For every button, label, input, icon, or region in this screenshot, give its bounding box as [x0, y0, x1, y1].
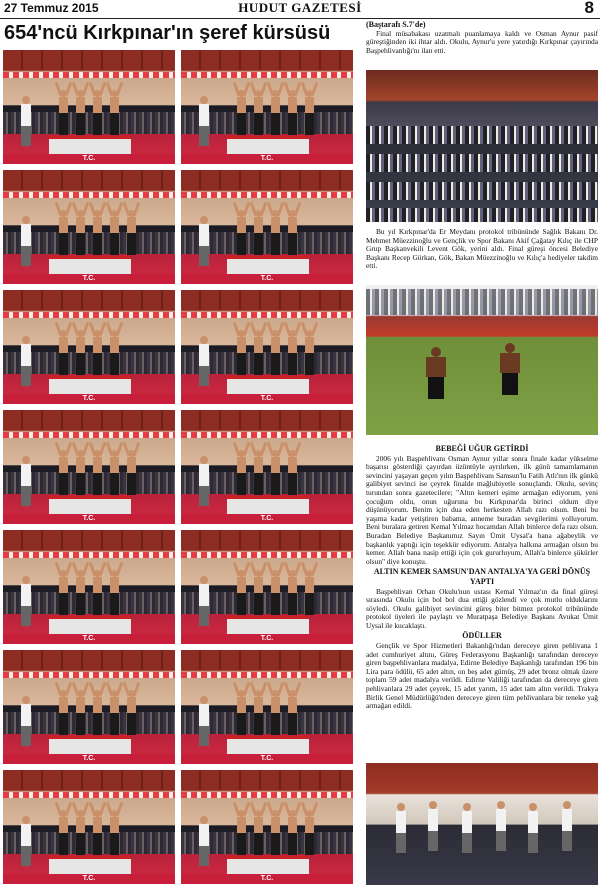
official-figure	[21, 216, 31, 266]
wrestler-figure	[76, 210, 85, 256]
wrestler-figure	[127, 690, 136, 736]
section-title-bebegi: BEBEĞİ UĞUR GETİRDİ	[435, 444, 529, 453]
official-figure	[199, 576, 209, 626]
wrestler-figure	[254, 330, 263, 376]
wrestler-figure	[110, 450, 119, 496]
podium-photo	[181, 410, 353, 524]
podium-photo	[3, 410, 175, 524]
wrestler-figure	[237, 90, 246, 136]
wrestler-figure	[127, 210, 136, 256]
podium-photo	[181, 50, 353, 164]
podium-photo	[181, 290, 353, 404]
wrestler-figure	[93, 90, 102, 136]
wrestler-figure	[305, 570, 314, 616]
wrestler-figure	[254, 810, 263, 856]
wrestler-figure	[288, 210, 297, 256]
wrestler-figure	[237, 690, 246, 736]
wrestler-figure	[59, 330, 68, 376]
section-text-oduller: Gençlik ve Spor Hizmetleri Bakanlığı'ndan dereceye giren pehlivana 1 adet cumhuriyet altını, Güreş Federasyonu Başkanlığı tarafından dereceye giren başpehlivanlara madalya, Edirne Belediye Başkanlığı tarafından 196 bin Lira para ödülü, 65 adet altın, on beş adet gümüş, 29 adet bronz olmak üzere toplam 59 adet madalya verildi. Edirne Valiliği tarafından da dereceye giren pehlivanlara 29 adet çeyrek, 15 adet yarım, 15 adet tam altın verildi. Trakya Birlik Genel Müdürlüğü'nden dereceye giren tüm pehlivanlara bir teneke yağ armağan edildi.	[366, 641, 598, 711]
wrestler-figure	[59, 210, 68, 256]
podium-banner: T.C.	[3, 754, 175, 764]
official-figure	[199, 696, 209, 746]
podium-photo	[181, 770, 353, 884]
wrestler-figure	[237, 570, 246, 616]
official-figure	[199, 336, 209, 386]
protocol-text-block	[366, 228, 598, 271]
podium-banner: T.C.	[181, 274, 353, 284]
official-figure	[21, 576, 31, 626]
wrestler-figure	[271, 570, 280, 616]
podium-photo	[181, 530, 353, 644]
official-figure	[21, 816, 31, 866]
podium-banner: T.C.	[181, 394, 353, 404]
wrestler-figure	[110, 210, 119, 256]
wrestler-figure	[288, 90, 297, 136]
podium-banner: T.C.	[181, 754, 353, 764]
podium-banner: T.C.	[181, 154, 353, 164]
official-figure	[21, 456, 31, 506]
section-title-oduller: ÖDÜLLER	[462, 631, 502, 641]
wrestler-figure	[110, 90, 119, 136]
wrestler-figure	[93, 330, 102, 376]
protocol-tribune-photo	[366, 70, 598, 222]
continuation-ref: (Baştarafı S.7'de)	[366, 20, 426, 29]
wrestler-figure	[110, 330, 119, 376]
wrestler-figure	[288, 570, 297, 616]
wrestler-figure	[271, 450, 280, 496]
wrestler-figure	[93, 210, 102, 256]
podium-photo	[181, 650, 353, 764]
wrestler-figure	[59, 570, 68, 616]
podium-photo	[3, 770, 175, 884]
wrestler-figure	[59, 810, 68, 856]
official-figure	[199, 96, 209, 146]
wrestler-figure	[59, 90, 68, 136]
wrestler-figure	[93, 810, 102, 856]
issue-date: 27 Temmuz 2015	[4, 1, 99, 15]
podium-banner: T.C.	[181, 634, 353, 644]
official-figure	[199, 816, 209, 866]
article-column	[366, 21, 598, 55]
podium-photo	[3, 290, 175, 404]
wrestler-figure	[254, 690, 263, 736]
section-text-bebegi: 2006 yılı Başpehlivanı Osman Aynur yıllar sonra finale kadar yükselme başarısı gösterdiği çayırdan üzüntüyle ayrılırken, ilk günü tamamlamanın sevincini yaşayan geçen yılın Başpehlivanı Samsun'lu Fatih Atlı'nın ilk günkü galibiyet sevinci ise çeyrek finalde mağlubiyetle sonuçlandı. Okulu, sevinç turundan sonra gazetecilere; "Altın kemeri eşime armağan ediyorum, yeni çocuğum oldu, onun uğuruna bu Kırkpınar'da birinci oldum diye düşünüyorum. Benim için dua eden herkesten Allah razı olsun. Beni bu yaşıma kadar yetiştiren babama, annemе buradan sevgilerimi yolluyorum. Beni buralara getiren Kemal Yılmaz hocamdan Allah binlerce defa razı olsun. Buradan Belediye Başkanımız Sayın Ümit Uysal'a bana ağabeylik ve başkanlık yaptığı için teşekkür ediyorum. Antalya halkına armağan olsun bu kemer. Allah bana nasip ettiği için çok gururluyum, Allah'a binlerce şükürler olsun" diye konuştu.	[366, 453, 598, 566]
article-body	[366, 443, 598, 711]
wrestler-figure	[237, 450, 246, 496]
wrestler-figure	[237, 330, 246, 376]
podium-banner: T.C.	[3, 874, 175, 884]
official-figure	[199, 216, 209, 266]
podium-banner: T.C.	[3, 154, 175, 164]
wrestler-figure	[271, 90, 280, 136]
wrestler-figure	[288, 810, 297, 856]
wrestler-figure	[271, 210, 280, 256]
podium-banner: T.C.	[3, 514, 175, 524]
wrestler-figure	[76, 450, 85, 496]
official-figure	[21, 96, 31, 146]
wrestler-figure	[76, 810, 85, 856]
photo-grid	[3, 50, 357, 885]
wrestler-figure	[288, 330, 297, 376]
wrestler-figure	[76, 570, 85, 616]
podium-photo	[181, 170, 353, 284]
wrestler-figure	[93, 570, 102, 616]
section-text-altin-kemer: Başpehlivan Orhan Okulu'nun ustası Kemal Yılmaz'ın da final güreşi sırasında Okulu için bol bol dua ettiği gözlendi ve çok mutlu olduklarını söyledi. Okulu galibiyet sevincini güreş biter bitmez protokol tribününde protokol üyeleri ile paylaştı ve Muratpaşa Belediye Başkanı Avukat Ümit Uysal ile kucaklaştı.	[366, 586, 598, 630]
podium-photo	[3, 650, 175, 764]
podium-banner: T.C.	[3, 634, 175, 644]
wrestler-figure	[76, 90, 85, 136]
podium-photo	[3, 170, 175, 284]
official-figure	[199, 456, 209, 506]
wrestler-figure	[237, 210, 246, 256]
section-title-altin-kemer: ALTIN KEMER SAMSUN'DAN ANTALYA'YA GERİ DÖNÜŞ YAPTI	[373, 567, 591, 586]
wrestler-figure	[93, 690, 102, 736]
newspaper-name: HUDUT GAZETESİ	[238, 0, 362, 15]
wrestler-figure	[110, 810, 119, 856]
article-intro: Final müsabakası uzatmalı puanlamaya kaldı ve Osman Aynur pasif güreştiğinden iki ihtar aldı. Okulu, Aynur'u yere yatırdığı Kırkpınar çayırında Başpehlivanlığı'nı ilan etti.	[366, 28, 598, 55]
wrestler-figure	[305, 330, 314, 376]
page-number: 8	[584, 0, 594, 17]
wrestler-figure	[254, 570, 263, 616]
wrestler-figure	[254, 90, 263, 136]
podium-banner: T.C.	[181, 514, 353, 524]
award-ceremony-photo	[366, 763, 598, 885]
wrestler-figure	[76, 690, 85, 736]
wrestler-figure	[271, 810, 280, 856]
official-figure	[21, 336, 31, 386]
podium-banner: T.C.	[3, 394, 175, 404]
wrestler-figure	[254, 210, 263, 256]
wrestler-figure	[305, 810, 314, 856]
headline: 654'ncü Kırkpınar'ın şeref kürsüsü	[4, 22, 331, 44]
wrestler-figure	[76, 330, 85, 376]
wrestler-figure	[254, 450, 263, 496]
podium-banner: T.C.	[181, 874, 353, 884]
page-header	[0, 0, 600, 19]
wrestler-figure	[93, 450, 102, 496]
podium-photo	[3, 530, 175, 644]
podium-photo	[3, 50, 175, 164]
protocol-paragraph: Bu yıl Kırkpınar'da Er Meydanı protokol tribününde Sağlık Bakanı Dr. Mehmet Müezzinoğlu ve Gençlik ve Spor Bakanı Akif Çağatay Kılıç ile CHP Grup Başkanvekili Levent Gök, yerini aldı. Final güreşi öncesi Belediye Başkanı Recep Gürkan, Gök, Bakan Müezzinoğlu ve Kılıç'a hediyeler takdim etti.	[366, 227, 598, 271]
wrestler-figure	[288, 690, 297, 736]
podium-banner: T.C.	[3, 274, 175, 284]
wrestler-figure	[271, 330, 280, 376]
wrestler-figure	[271, 690, 280, 736]
wrestler-figure	[110, 690, 119, 736]
wrestler-figure	[127, 450, 136, 496]
wrestler-figure	[59, 690, 68, 736]
wrestler-figure	[288, 450, 297, 496]
wrestler-figure	[305, 90, 314, 136]
wrestler-figure	[237, 810, 246, 856]
wrestler-figure	[110, 570, 119, 616]
official-figure	[21, 696, 31, 746]
final-wrestling-photo	[366, 285, 598, 435]
wrestler-figure	[59, 450, 68, 496]
